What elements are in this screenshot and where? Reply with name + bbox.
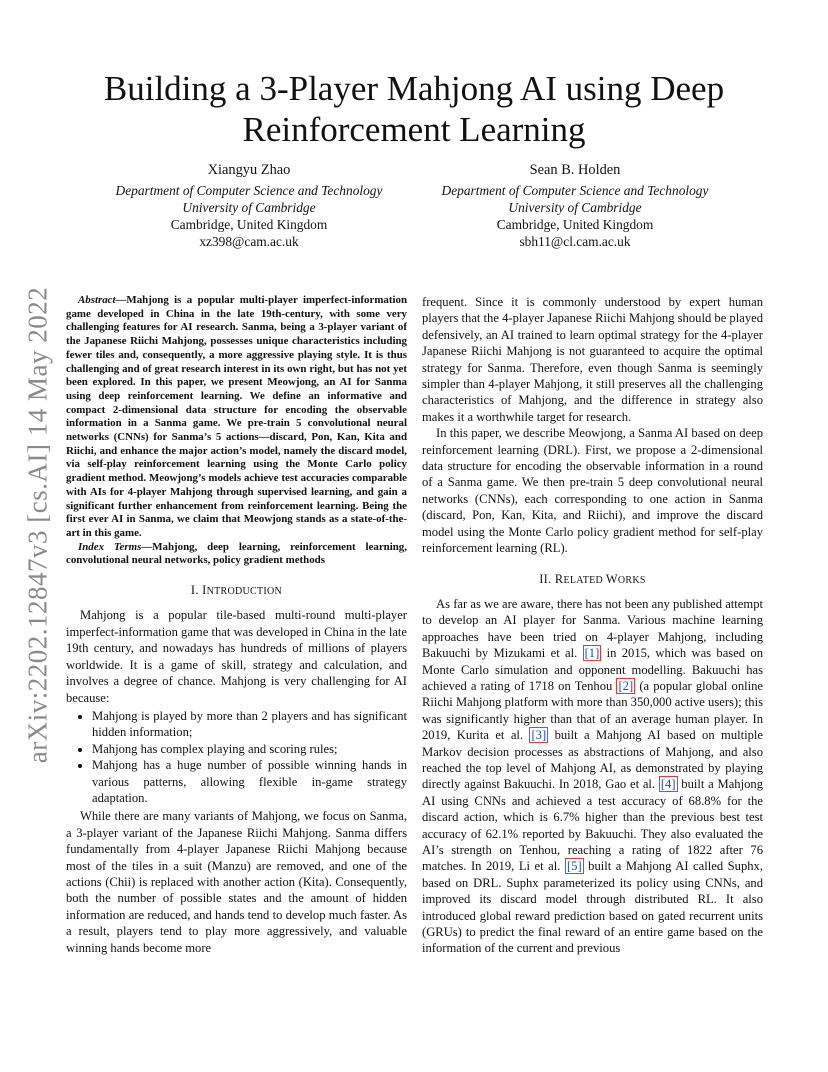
challenge-list [66,708,407,806]
citation-link[interactable]: [5] [566,859,582,874]
abstract [66,294,407,541]
citation-link[interactable]: [4] [660,777,676,792]
section-heading-introduction: I. INTRODUCTION [190,583,283,598]
author-block-2 [410,162,740,250]
section-heading-related-works: II. RELATED WORKS [539,571,646,586]
abstract-label: Abstract [78,294,116,306]
paper-title: Building a 3-Player Mahjong AI using Deep Reinforcement Learning [103,69,725,149]
author-name: Xiangyu Zhao [207,162,291,178]
index-terms-text: —Mahjong, deep learning, reinforcement learning, convolutional neural networks, policy gradient methods [66,540,407,567]
author-block-1 [84,162,414,250]
index-terms [66,541,407,568]
author-location: Cambridge, United Kingdom [170,217,328,232]
related-works-paragraph: As far as we are aware, there has not been any published attempt to develop an AI player for Sanma. Various machine learning approaches have been tried on 4-player Mahjong, including Bakuuchi by Mizukami et al. [1] in 2015, which was based on Monte Carlo simulation and opponent modelling. Bakuuchi has achieved a rating of 1718 on Tenhou [2] (a popular global online Riichi Mahjong platform with more than 350,000 active users); this was significantly higher than that of an average human player. In 2019, Kurita et al. [3] built a Mahjong AI based on multiple Markov decision processes as abstractions of Mahjong, and also reached the top level of Mahjong AI, as demonstrated by playing directly against Bakuuchi. In 2018, Gao et al. [4] built a Mahjong AI using CNNs and achieved a test accuracy of 68.8% for the discard action, which is 6.7% higher than the previous best test accuracy of 62.1% reported by Bakuuchi. They also evaluated the AI’s strength on Tenhou, reaching a rating of 1822 after 76 matches. In 2019, Li et al. [5] built a Mahjong AI called Suphx, based on DRL. Suphx parameterized its policy using CNNs, and improved its discard model through distributed RL. It also introduced global reward prediction based on gated recurrent units (GRUs) to predict the final reward of an entire game based on the information of the current and previous [422,596,763,956]
abstract-text: —Mahjong is a popular multi-player imperfect-information game developed in China in the late 19th-century, with some very challenging features for AI research. Sanma, being a 3-player variant of the Japanese Riichi Mahjong, possesses unique characteristics including fewer tiles and, consequently, a more aggressive playing style. It is thus challenging and of great research interest in its own right, but has not yet been explored. In this paper, we present Meowjong, an AI for Sanma using deep reinforcement learning. We define an informative and compact 2-dimensional data structure for encoding the observable information in a Sanma game. We pre-train 5 convolutional neural networks (CNNs) for Sanma’s 5 actions—discard, Pon, Kan, Kita and Riichi, and enhance the major action’s model, namely the discard model, via self-play reinforcement learning using the Monte Carlo policy gradient method. Meowjong’s models achieve test accuracies comparable with AIs for 4-player Mahjong through supervised learning, and gain a significant further enhancement from reinforcement learning. Being the first ever AI in Sanma, we claim that Meowjong stands as a state-of-the-art in this game. [66,294,407,539]
author-department: Department of Computer Science and Technology [115,183,383,198]
list-item: • Mahjong is played by more than 2 players and has significant hidden information; [92,708,407,741]
intro-paragraph-2: While there are many variants of Mahjong, we focus on Sanma, a 3-player variant of the Japanese Riichi Mahjong. Sanma differs fundamentally from 4-player Japanese Riichi Mahjong because most of the tiles in a suit (Manzu) are removed, and one of the actions (Chii) is replaced with another action (Kita). Consequently, both the number of possible states and the amount of hidden information are reduced, and hands tend to develop much faster. As a result, players tend to play more aggressively, and valuable winning hands become more [66,809,407,955]
intro-paragraph-2-continued: frequent. Since it is commonly understood by expert human players that the 4-player Japanese Riichi Mahjong should be played defensively, an AI trained to learn optimal strategy for the 4-player Japanese Riichi Mahjong is not guaranteed to acquire the optimal strategy for Sanma. Therefore, even though Sanma is seemingly simpler than 4-player Mahjong, it still preserves all the challenging characteristics of Mahjong, and the difference in strategy also makes it a worthwhile target for research. [422,295,763,424]
citation-link[interactable]: [2] [618,678,634,693]
list-item: • Mahjong has a huge number of possible winning hands in various patterns, allowing flexible in-game strategy adaptation. [92,757,407,806]
citation-link[interactable]: [1] [584,646,600,661]
citation-link[interactable]: [3] [531,728,547,743]
author-email: sbh11@cl.cam.ac.uk [519,234,631,249]
author-location: Cambridge, United Kingdom [496,217,654,232]
left-column [66,294,407,956]
list-item: • Mahjong has complex playing and scoring rules; [92,741,407,757]
author-institution: University of Cambridge [182,200,316,215]
author-name: Sean B. Holden [529,162,621,178]
index-terms-label: Index Terms [78,540,142,553]
author-institution: University of Cambridge [508,200,642,215]
arxiv-identifier: arXiv:2202.12847v3 [cs.AI] 14 May 2022 [22,286,53,764]
author-department: Department of Computer Science and Technology [441,183,709,198]
intro-paragraph-1: Mahjong is a popular tile-based multi-round multi-player imperfect-information game that was developed in China in the late 19th century, and nowadays has hundreds of millions of players worldwide. It is a game of skill, strategy and calculation, and involves a degree of chance. Mahjong is very challenging for AI because: [66,608,407,705]
right-column [422,294,763,957]
intro-paragraph-3: In this paper, we describe Meowjong, a Sanma AI based on deep reinforcement learning (DRL). First, we propose a 2-dimensional data structure for encoding the observable information in a round of a Sanma game. We then pre-train 5 deep convolutional neural networks (CNNs), each corresponding to one action in Sanma (discard, Pon, Kan, Kita, and Riichi), and improve the discard model using the Monte Carlo policy gradient method for self-play reinforcement learning (RL). [422,426,763,556]
author-email: xz398@cam.ac.uk [199,234,299,249]
